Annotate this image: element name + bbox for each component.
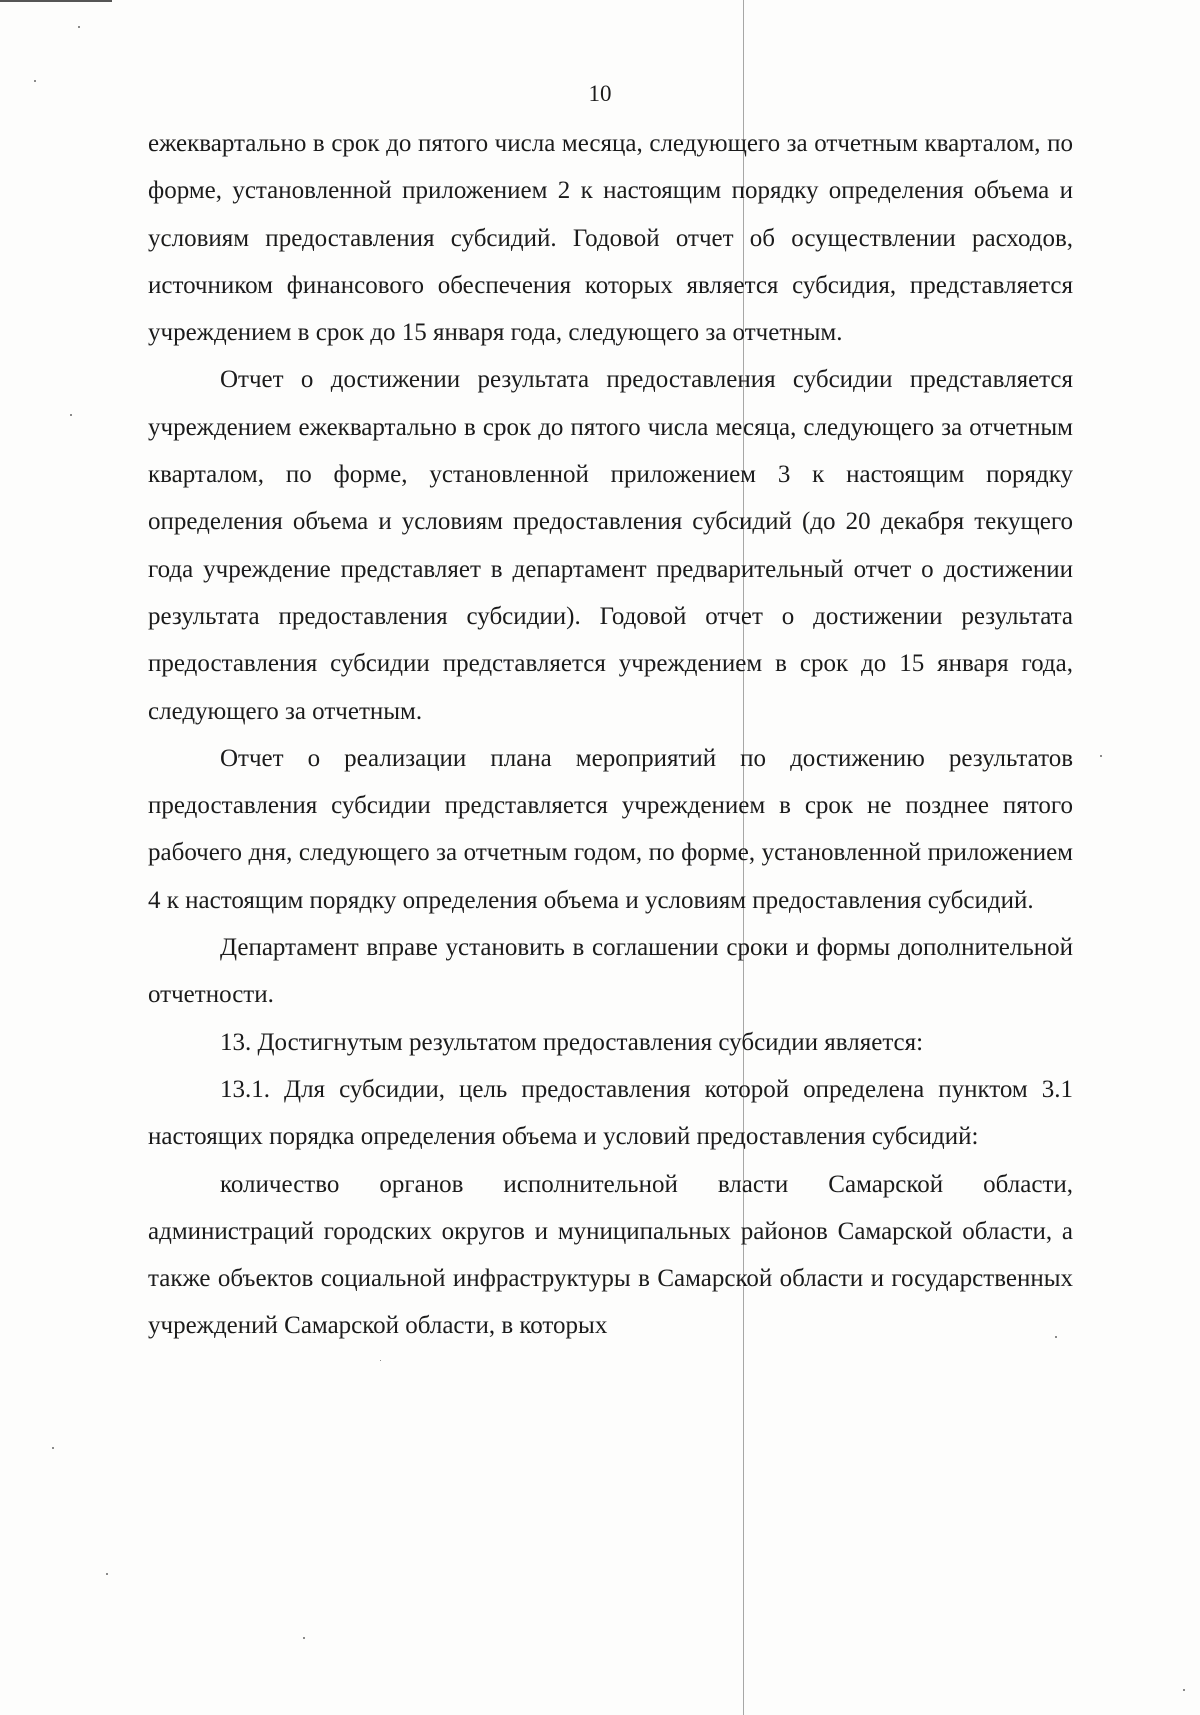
paragraph-section-13-1: 13.1. Для субсидии, цель предоставления которой определена пунктом 3.1 настоящих порядка определения объема и условий предоставления субсидий: [148, 1075, 1073, 1151]
scan-speck [52, 1447, 54, 1449]
paragraph-additional-reporting: Департамент вправе установить в соглашении сроки и формы дополнительной отчетности. [148, 934, 1073, 1009]
paragraph-result-count: количество органов исполнительной власти Самарской области, администраций городских округов и муниципальных районов Самарской области, а также объектов социальной инфраструктуры в Самарской области и государственных учреждений Самарской области, в которых [148, 1170, 1073, 1340]
paragraph-continuation: ежеквартально в срок до пятого числа месяца, следующего за отчетным кварталом, по форме, установленной приложением 2 к настоящим порядку определения объема и условиям предоставления субсидий. Годовой отчет об осуществлении расходов, источником финансового обеспечения которых является субсидия, представляется учреждением в срок до 15 января года, следующего за отчетным. [148, 130, 1073, 347]
scan-speck [70, 414, 72, 416]
scan-speck [303, 1637, 305, 1639]
body-text [148, 120, 1073, 1350]
page-number: 10 [588, 81, 612, 106]
scan-speck [1100, 755, 1102, 757]
paragraph-section-13: 13. Достигнутым результатом предоставления субсидии является: [220, 1028, 924, 1056]
scan-speck [1183, 1689, 1185, 1691]
paragraph-action-plan-report: Отчет о реализации плана мероприятий по достижению результатов предоставления субсидии представляется учреждением в срок не позднее пятого рабочего дня, следующего за отчетным годом, по форме, установленной приложением 4 к настоящим порядку определения объема и условиям предоставления субсидий. [148, 744, 1073, 914]
paragraph-quarterly-report: Отчет о достижении результата предоставления субсидии представляется учреждением ежеквартально в срок до пятого числа месяца, следующего за отчетным кварталом, по форме, установленной приложением 3 к настоящим порядку определения объема и условиям предоставления субсидий (до 20 декабря текущего года учреждение представляет в департамент предварительный отчет о достижении результата предоставления субсидии). Годовой отчет о достижении результата предоставления субсидии представляется учреждением в срок до 15 января года, следующего за отчетным. [148, 366, 1073, 725]
scan-speck [380, 1360, 381, 1361]
scan-speck [78, 26, 80, 28]
scan-border-artifact [0, 0, 112, 2]
scan-speck [106, 1573, 108, 1575]
